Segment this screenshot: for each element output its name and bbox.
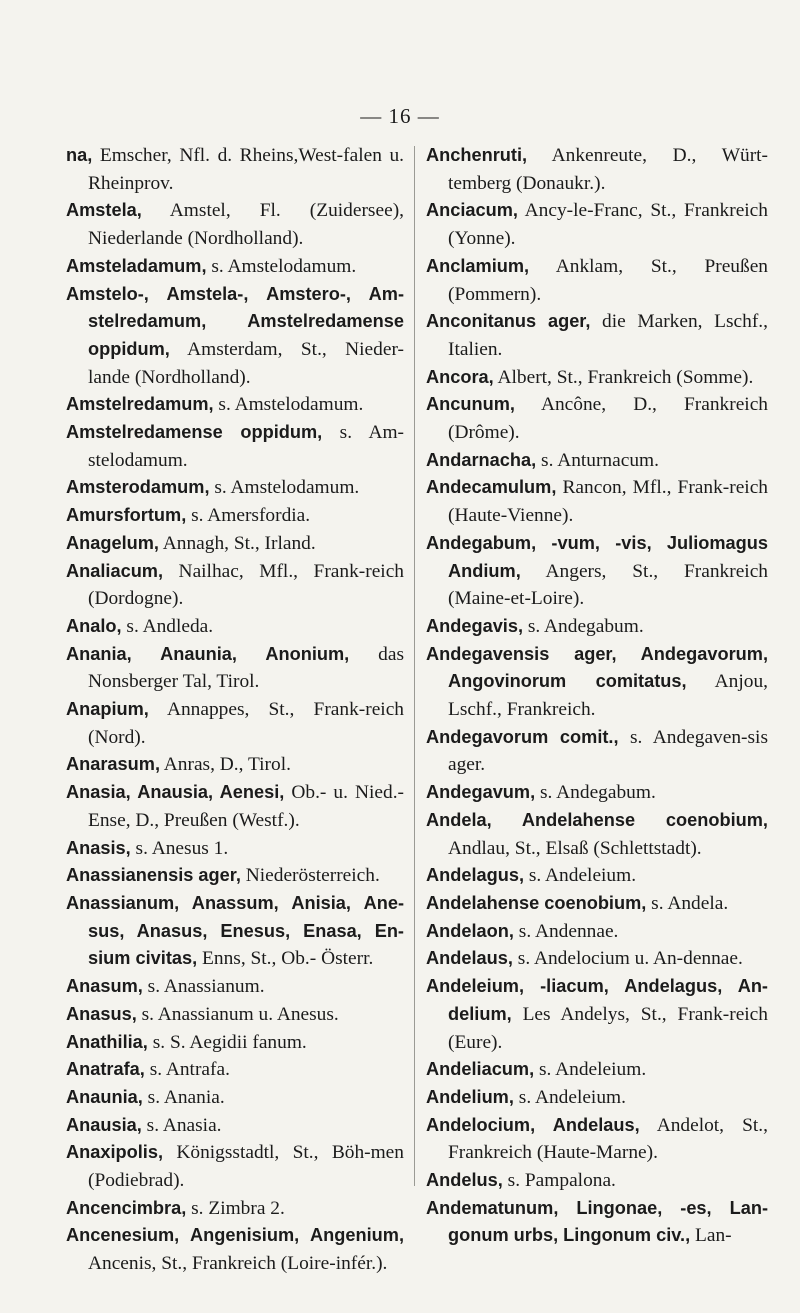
dictionary-entry bbox=[426, 1084, 768, 1112]
entry-headword: Anasum, bbox=[66, 976, 143, 997]
entry-headword: Anciacum, bbox=[426, 200, 518, 221]
entry-headword: Andegabum, -vum, -vis, Juliomagus Andium, bbox=[426, 532, 768, 581]
dictionary-entry bbox=[66, 558, 404, 613]
dictionary-entry bbox=[66, 835, 404, 863]
dictionary-entry bbox=[66, 197, 404, 252]
entry-text: Amsterdam, St., Nieder-lande (Nordholland). bbox=[88, 338, 404, 388]
entry-text: s. Anassianum. bbox=[142, 976, 265, 998]
entry-text: s. Anasia. bbox=[141, 1114, 222, 1136]
entry-headword: Andeleium, -liacum, Andelagus, An-delium, bbox=[426, 976, 768, 1024]
entry-text: s. Andeleium. bbox=[524, 865, 637, 887]
dictionary-entry bbox=[426, 391, 768, 446]
dictionary-entry bbox=[66, 1112, 404, 1140]
entry-text: s. Anturnacum. bbox=[536, 449, 659, 471]
dictionary-entry bbox=[426, 862, 768, 890]
entry-text: Enns, St., Ob.- Österr. bbox=[197, 948, 374, 970]
entry-text: Ancône, D., Frankreich (Drôme). bbox=[448, 394, 768, 444]
entry-headword: Ancenesium, Angenisium, Angenium, bbox=[66, 1225, 404, 1246]
entry-text: s. Anassianum u. Anesus. bbox=[136, 1003, 339, 1025]
dictionary-entry bbox=[66, 890, 404, 973]
entry-text: s. Andela. bbox=[646, 892, 729, 914]
entry-text: Anklam, St., Preußen (Pommern). bbox=[448, 255, 768, 305]
entry-headword: Anchenruti, bbox=[426, 145, 528, 165]
dictionary-entry bbox=[426, 447, 768, 475]
entry-text: Königsstadtl, St., Böh-men (Podiebrad). bbox=[88, 1142, 404, 1192]
entry-headword: Andematunum, Lingonae, -es, Lan-gonum urbs, Lingonum civ., bbox=[426, 1197, 768, 1246]
entry-headword: Anasis, bbox=[66, 837, 131, 858]
dictionary-entry bbox=[426, 1167, 768, 1195]
dictionary-entry bbox=[426, 530, 768, 613]
entry-text: s. Andelocium u. An-dennae. bbox=[512, 948, 743, 970]
left-column bbox=[66, 142, 404, 1278]
entry-text: s. Andleda. bbox=[121, 615, 214, 637]
dictionary-entry bbox=[426, 474, 768, 529]
entry-headword: Ancora, bbox=[426, 366, 494, 387]
entry-headword: Andarnacha, bbox=[426, 449, 537, 470]
entry-text: s. Andeleium. bbox=[513, 1086, 626, 1108]
dictionary-entry bbox=[66, 1195, 404, 1223]
entry-headword: Amursfortum, bbox=[66, 505, 187, 526]
entry-text: Anras, D., Tirol. bbox=[160, 754, 291, 776]
column-divider bbox=[414, 146, 415, 1186]
entry-text: Albert, St., Frankreich (Somme). bbox=[493, 366, 754, 388]
dictionary-entry bbox=[66, 1056, 404, 1084]
dictionary-entry bbox=[426, 973, 768, 1056]
entry-headword: Anasus, bbox=[66, 1003, 137, 1024]
entry-headword: Anausia, bbox=[66, 1114, 142, 1135]
entry-text: s. Am-stelodamum. bbox=[88, 422, 405, 471]
dictionary-entry bbox=[66, 530, 404, 558]
dictionary-entry bbox=[66, 474, 404, 502]
dictionary-entry bbox=[426, 918, 768, 946]
entry-text: s. Pampalona. bbox=[502, 1170, 616, 1192]
dictionary-entry bbox=[426, 724, 768, 779]
entry-text: s. Andegabum. bbox=[523, 615, 644, 637]
dictionary-entry bbox=[66, 613, 404, 641]
entry-headword: Amstelredamum, bbox=[66, 394, 214, 415]
entry-headword: Amsteladamum, bbox=[66, 255, 207, 276]
entry-headword: Amstelredamense oppidum, bbox=[66, 422, 323, 443]
entry-headword: Andegavis, bbox=[426, 615, 524, 636]
entry-text: Rancon, Mfl., Frank-reich (Haute-Vienne). bbox=[448, 477, 768, 527]
entry-headword: Anarasum, bbox=[66, 754, 161, 775]
entry-text: die Marken, Lschf., Italien. bbox=[448, 311, 768, 360]
entry-text: Ob.- u. Nied.-Ense, D., Preußen (Westf.). bbox=[88, 782, 405, 831]
dictionary-entry bbox=[66, 973, 404, 1001]
entry-headword: Anaxipolis, bbox=[66, 1142, 164, 1163]
entry-headword: Anapium, bbox=[66, 699, 149, 720]
dictionary-entry bbox=[426, 1056, 768, 1084]
entry-text: s. Antrafa. bbox=[144, 1059, 230, 1081]
entry-text: s. Amersfordia. bbox=[186, 505, 311, 527]
entry-headword: na, bbox=[66, 145, 93, 165]
dictionary-entry bbox=[66, 1084, 404, 1112]
entry-text: s. Anesus 1. bbox=[130, 837, 229, 859]
entry-headword: Andelaon, bbox=[426, 920, 514, 941]
entry-text: s. Amstelodamum. bbox=[213, 394, 364, 416]
entry-headword: Anconitanus ager, bbox=[426, 311, 591, 332]
entry-text: Emscher, Nfl. d. Rheins,West-falen u. Rheinprov. bbox=[88, 145, 404, 194]
entry-headword: Ancencimbra, bbox=[66, 1197, 187, 1218]
entry-headword: Anassianum, Anassum, Anisia, Ane-sus, Anasus, Enesus, Enasa, En-sium civitas, bbox=[66, 892, 404, 969]
dictionary-entry bbox=[66, 502, 404, 530]
dictionary-entry bbox=[426, 1112, 768, 1167]
dictionary-entry bbox=[66, 696, 404, 751]
entry-text: Niederösterreich. bbox=[240, 865, 380, 887]
dictionary-entry bbox=[66, 779, 404, 834]
entry-headword: Anania, Anaunia, Anonium, bbox=[66, 643, 350, 664]
dictionary-entry bbox=[66, 751, 404, 779]
entry-text: Andlau, St., Elsaß (Schlettstadt). bbox=[448, 837, 702, 859]
entry-text: Lan- bbox=[690, 1225, 732, 1247]
entry-text: Amstel, Fl. (Zuidersee), Niederlande (Nordholland). bbox=[88, 200, 404, 250]
entry-headword: Andelahense coenobium, bbox=[426, 892, 647, 913]
dictionary-entry bbox=[426, 890, 768, 918]
dictionary-entry bbox=[66, 1222, 404, 1277]
entry-text: s. Andegabum. bbox=[535, 782, 656, 804]
entry-headword: Anclamium, bbox=[426, 255, 530, 276]
entry-headword: Andelus, bbox=[426, 1170, 503, 1191]
entry-text: das Nonsberger Tal, Tirol. bbox=[88, 643, 404, 693]
entry-headword: Anathilia, bbox=[66, 1031, 148, 1052]
entry-text: s. Andennae. bbox=[513, 920, 619, 942]
entry-text: s. Amstelodamum. bbox=[209, 477, 360, 499]
entry-text: s. Andeleium. bbox=[534, 1059, 647, 1081]
entry-headword: Anagelum, bbox=[66, 532, 159, 553]
entry-headword: Anaunia, bbox=[66, 1086, 143, 1107]
dictionary-entry bbox=[66, 1029, 404, 1057]
entry-headword: Andeliacum, bbox=[426, 1059, 535, 1080]
dictionary-entry bbox=[66, 1001, 404, 1029]
entry-text: s. Amstelodamum. bbox=[206, 255, 357, 277]
entry-headword: Ancunum, bbox=[426, 394, 515, 415]
dictionary-entry bbox=[426, 364, 768, 392]
entry-text: s. Andegaven-sis ager. bbox=[448, 726, 768, 776]
dictionary-entry bbox=[426, 613, 768, 641]
dictionary-entry bbox=[426, 197, 768, 252]
entry-headword: Amsterodamum, bbox=[66, 477, 210, 498]
entry-headword: Andelium, bbox=[426, 1086, 514, 1107]
entry-headword: Amstelo-, Amstela-, Amstero-, Am-stelredamum, Amstelredamense oppidum, bbox=[66, 283, 404, 359]
entry-text: Nailhac, Mfl., Frank-reich (Dordogne). bbox=[88, 560, 404, 610]
dictionary-entry bbox=[426, 641, 768, 724]
dictionary-entry bbox=[426, 142, 768, 197]
entry-headword: Andela, Andelahense coenobium, bbox=[426, 809, 768, 830]
entry-headword: Andecamulum, bbox=[426, 477, 557, 498]
entry-text: s. Zimbra 2. bbox=[186, 1197, 285, 1219]
entry-text: Les Andelys, St., Frank-reich (Eure). bbox=[448, 1003, 768, 1053]
dictionary-entry bbox=[66, 1139, 404, 1194]
dictionary-entry bbox=[66, 641, 404, 696]
right-column bbox=[426, 142, 768, 1250]
entry-text: Angers, St., Frankreich (Maine-et-Loire). bbox=[448, 560, 768, 610]
entry-text: Anjou, Lschf., Frankreich. bbox=[448, 671, 768, 721]
entry-text: Andelot, St., Frankreich (Haute-Marne). bbox=[448, 1114, 768, 1164]
dictionary-entry bbox=[426, 779, 768, 807]
page-number: — 16 — bbox=[360, 104, 440, 128]
dictionary-entry bbox=[66, 142, 404, 197]
entry-headword: Andegavorum comit., bbox=[426, 726, 619, 747]
dictionary-entry bbox=[66, 281, 404, 392]
entry-text: Ankenreute, D., Würt-temberg (Donaukr.). bbox=[448, 145, 768, 194]
entry-text: Annappes, St., Frank-reich (Nord). bbox=[88, 699, 404, 748]
dictionary-entry bbox=[66, 391, 404, 419]
dictionary-entry bbox=[426, 1195, 768, 1250]
entry-headword: Anasia, Anausia, Aenesi, bbox=[66, 782, 285, 803]
dictionary-entry bbox=[426, 945, 768, 973]
entry-headword: Analo, bbox=[66, 615, 122, 636]
entry-text: s. S. Aegidii fanum. bbox=[147, 1031, 307, 1053]
entry-headword: Andegavensis ager, Andegavorum, Angovinorum comitatus, bbox=[426, 643, 768, 692]
entry-text: Annagh, St., Irland. bbox=[158, 532, 316, 554]
entry-headword: Analiacum, bbox=[66, 560, 164, 581]
entry-headword: Andegavum, bbox=[426, 782, 536, 803]
entry-headword: Andelagus, bbox=[426, 865, 525, 886]
dictionary-entry bbox=[426, 308, 768, 363]
entry-text: Ancenis, St., Frankreich (Loire-infér.). bbox=[88, 1253, 388, 1275]
dictionary-entry bbox=[66, 862, 404, 890]
dictionary-entry bbox=[66, 253, 404, 281]
dictionary-entry bbox=[426, 807, 768, 862]
entry-headword: Andelocium, Andelaus, bbox=[426, 1114, 640, 1135]
entry-headword: Amstela, bbox=[66, 200, 142, 221]
entry-headword: Andelaus, bbox=[426, 948, 513, 969]
entry-headword: Anassianensis ager, bbox=[66, 865, 241, 886]
dictionary-entry bbox=[426, 253, 768, 308]
dictionary-entry bbox=[66, 419, 404, 474]
entry-text: s. Anania. bbox=[142, 1086, 225, 1108]
entry-text: Ancy-le-Franc, St., Frankreich (Yonne). bbox=[448, 200, 768, 250]
entry-headword: Anatrafa, bbox=[66, 1059, 145, 1080]
